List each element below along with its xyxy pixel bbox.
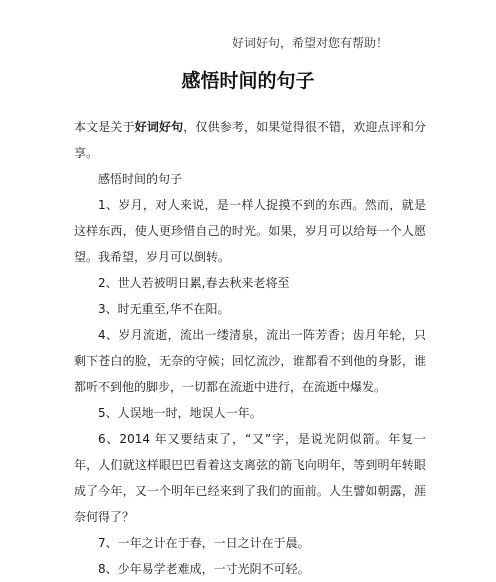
intro-suffix: ，仅供参考，如果觉得很不错，欢迎点评和分享。	[74, 120, 426, 160]
section-subtitle: 感悟时间的句子	[98, 172, 183, 186]
intro-prefix: 本文是关于	[74, 120, 135, 134]
paragraph-3: 3、时无重至,华不在阳。	[98, 302, 230, 316]
paragraph-4: 4、岁月流逝，流出一缕清泉，流出一阵芳香；齿月年轮，只剩下苍白的脸，无奈的守候；回忆流沙，谁都看不到他的身影，谁都听不到他的脚步，一切都在流逝中进行，在流逝中爆发。	[74, 328, 426, 394]
paragraph-5: 5、人误地一时，地误人一年。	[98, 406, 262, 420]
header-note: 好词好句，希望对您有帮助！	[232, 36, 389, 50]
paragraph-6: 6、2014 年又要结束了，“又”字，是说光阴似箭。年复一年，人们就这样眼巴巴看着这支离弦的箭飞向明年，等到明年转眼成了今年，又一个明年已经来到了我们的面前。人生譬如朝露，涯奈何得了？	[74, 432, 426, 524]
paragraph-7: 7、一年之计在于春，一日之计在于晨。	[98, 536, 310, 550]
paragraph-8: 8、少年易学老难成，一寸光阴不可轻。	[98, 562, 310, 576]
intro-paragraph	[74, 114, 426, 166]
paragraph-1: 1、岁月，对人来说，是一样人捉摸不到的东西。然而，就是这样东西，使人更珍惜自己的时光。如果，岁月可以给每一个人愿望。我希望，岁月可以倒转。	[74, 198, 426, 264]
document-body	[74, 114, 426, 582]
document-title: 感悟时间的句子	[181, 70, 315, 92]
intro-keyword: 好词好句	[134, 120, 184, 134]
paragraph-2: 2、世人若被明日累,春去秋来老将至	[98, 276, 290, 290]
